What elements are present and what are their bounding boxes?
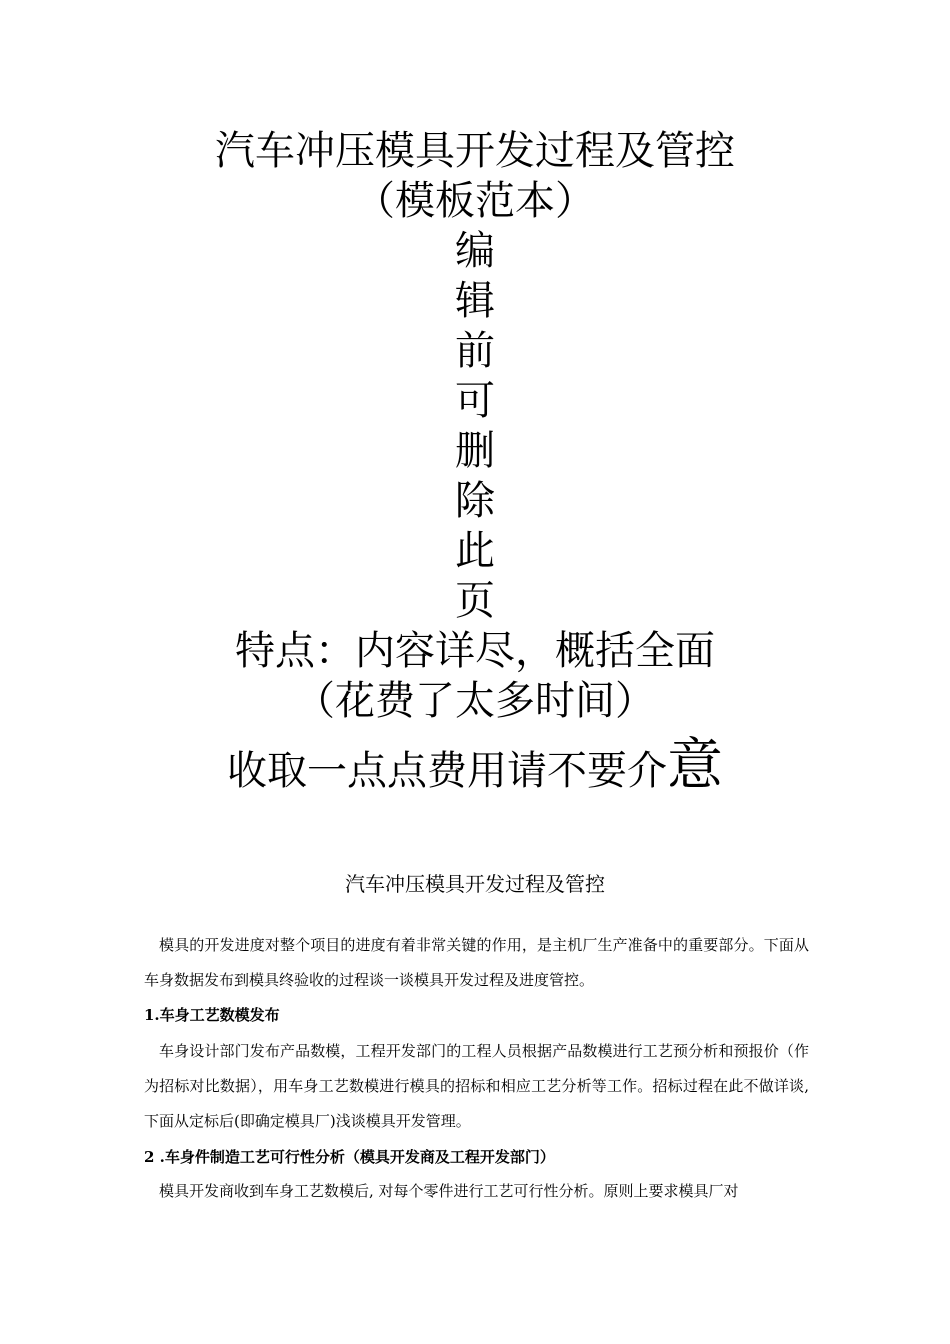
cover-vertical-char: 页 xyxy=(455,578,495,624)
cover-vertical-char: 辑 xyxy=(455,278,495,324)
cover-title-line2: （模板范本） xyxy=(355,178,595,224)
cover-vertical-char: 可 xyxy=(455,378,495,424)
cover-vertical-char: 删 xyxy=(455,428,495,474)
cover-title-line1: 汽车冲压模具开发过程及管控 xyxy=(215,128,735,174)
cover-vertical-char: 除 xyxy=(455,478,495,524)
section-heading-1: 1.车身工艺数模发布 xyxy=(144,1006,280,1024)
intro-paragraph: 模具的开发进度对整个项目的进度有着非常关键的作用，是主机厂生产准备中的重要部分。下面从车身数据发布到模具终验收的过程谈一谈模具开发过程及进度管控。 xyxy=(144,936,809,989)
cover-fee-line xyxy=(0,733,950,801)
cover-fee-line-main: 收取一点点费用请不要介 xyxy=(227,748,667,794)
cover-feature-line: 特点：内容详尽，概括全面 xyxy=(235,628,715,674)
section-heading-2: 2 .车身件制造工艺可行性分析（模具开发商及工程开发部门） xyxy=(144,1148,555,1166)
cover-fee-line-last: 意 xyxy=(667,733,723,798)
section-body-1: 车身设计部门发布产品数模，工程开发部门的工程人员根据产品数模进行工艺预分析和预报价（作为招标对比数据），用车身工艺数模进行模具的招标和相应工艺分析等工作。招标过程在此不做详谈, 下面从定标后(即确定模具厂)浅谈模具开发管理。 xyxy=(144,1042,809,1130)
cover-vertical-char: 前 xyxy=(455,328,495,374)
cover-vertical-char: 此 xyxy=(455,528,495,574)
cover-time-line: （花费了太多时间） xyxy=(295,678,655,724)
section-body-2: 模具开发商收到车身工艺数模后, 对每个零件进行工艺可行性分析。原则上要求模具厂对 xyxy=(159,1182,739,1200)
cover-vertical-char: 编 xyxy=(455,228,495,274)
document-title: 汽车冲压模具开发过程及管控 xyxy=(345,872,605,896)
